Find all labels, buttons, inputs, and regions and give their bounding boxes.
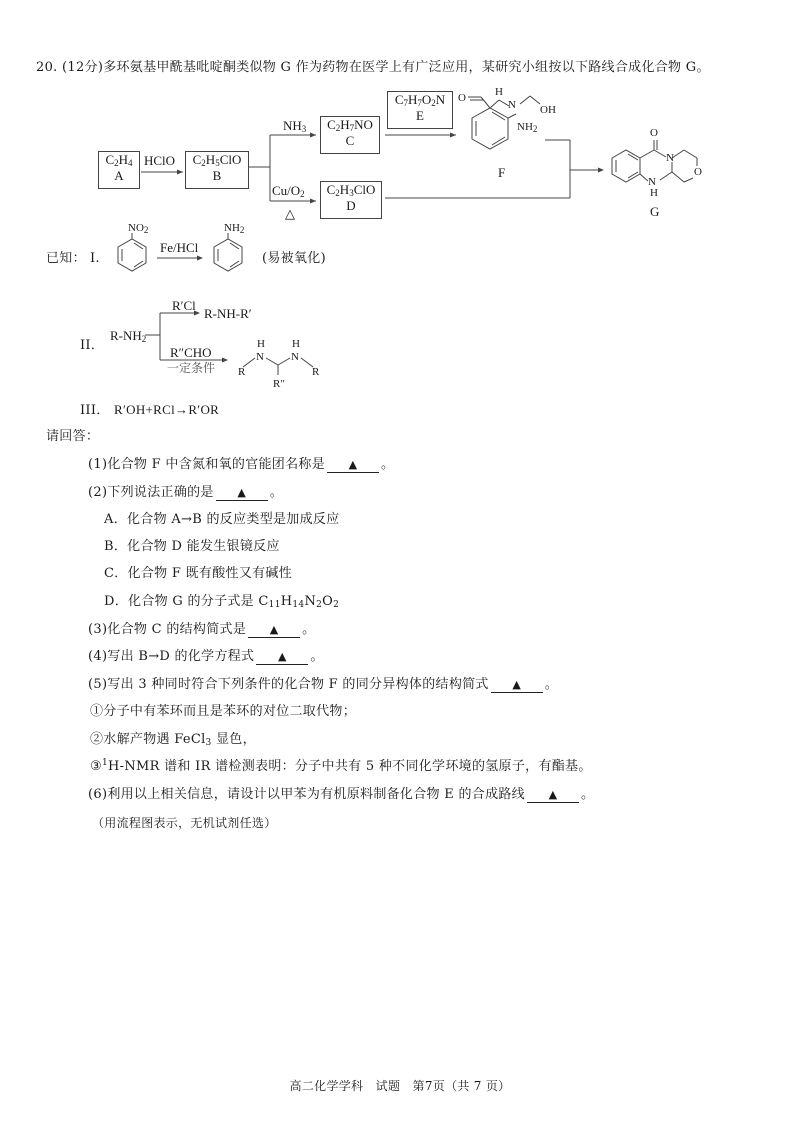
known-reaction-i bbox=[0, 222, 800, 295]
synthesis-scheme bbox=[0, 0, 800, 230]
known-reaction-ii bbox=[0, 295, 800, 405]
known-ii-numeral: II． bbox=[80, 338, 105, 353]
compound-c-label: C bbox=[345, 133, 355, 148]
compound-f-label: F bbox=[498, 165, 506, 180]
option-d: D．化合物 G 的分子式是 $C_{11}H_{14}N_2O_2$ bbox=[104, 594, 340, 610]
reagent-fe-hcl: Fe/HCl bbox=[160, 240, 199, 255]
g-ring-n: N bbox=[666, 152, 674, 164]
f-hydroxyl: OH bbox=[540, 104, 556, 116]
known-heading: 已知： bbox=[46, 251, 86, 266]
reagent-r-cho: R″CHO bbox=[170, 345, 212, 360]
oxidation-note: (易被氧化) bbox=[262, 251, 326, 266]
answer-blank-2[interactable]: ▲ bbox=[216, 486, 268, 501]
compound-e-formula: $C_7H_7O_2N$ bbox=[394, 92, 446, 108]
compound-d-box bbox=[320, 181, 382, 219]
question-number: 20. bbox=[36, 60, 58, 75]
compound-c-formula: $C_2H_7NO$ bbox=[327, 117, 373, 133]
option-c: C．化合物 F 既有酸性又有碱性 bbox=[104, 566, 293, 581]
question-4: (4)写出 B→D 的化学方程式 ▲ 。 bbox=[88, 649, 324, 664]
q6-note: （用流程图表示，无机试剂任选） bbox=[92, 816, 277, 830]
g-nh-h: H bbox=[650, 187, 658, 199]
compound-e-label: E bbox=[416, 108, 424, 123]
compound-a-label: A bbox=[114, 168, 124, 183]
question-points: (12分) bbox=[62, 60, 104, 75]
compound-e-box bbox=[387, 91, 453, 129]
known-ii-lines bbox=[0, 295, 800, 405]
aminal-h1: H bbox=[257, 338, 265, 350]
f-amide-h: H bbox=[495, 86, 503, 98]
g-carbonyl-o: O bbox=[650, 127, 658, 139]
f-amine: $NH_2$ bbox=[517, 121, 538, 134]
known-iii-equation: R′OH+RCl→R′OR bbox=[114, 402, 220, 417]
question-3: (3)化合物 C 的结构简式是 ▲ 。 bbox=[88, 622, 316, 637]
answer-blank-3[interactable]: ▲ bbox=[248, 623, 300, 638]
aminal-n2: N bbox=[291, 351, 299, 363]
answer-blank-1[interactable]: ▲ bbox=[327, 458, 379, 473]
amine-reactant: $R-NH_2$ bbox=[110, 328, 147, 344]
g-nh-n: N bbox=[648, 176, 656, 188]
compound-g-label: G bbox=[650, 204, 660, 219]
reagent-r-cl: R′Cl bbox=[172, 298, 196, 313]
answer-prompt: 请回答： bbox=[46, 429, 100, 444]
compound-c-box bbox=[320, 116, 380, 154]
heat-condition: △ bbox=[285, 206, 295, 221]
known-iii-numeral: III． bbox=[80, 403, 110, 418]
question-6: (6)利用以上相关信息，请设计以甲苯为有机原料制备化合物 E 的合成路线 ▲ 。 bbox=[88, 787, 595, 802]
compound-d-formula: $C_2H_3ClO$ bbox=[326, 182, 376, 198]
aminal-h2: H bbox=[292, 338, 300, 350]
aminal-n1: N bbox=[256, 351, 264, 363]
question-2: (2)下列说法正确的是 ▲ 。 bbox=[88, 485, 284, 500]
q5-condition-2: ②水解产物遇 FeCl$_3$ 显色， bbox=[90, 732, 256, 748]
f-carbonyl-o: O bbox=[458, 92, 466, 104]
known-i-structures bbox=[0, 225, 800, 295]
compound-b-formula: $C_2H_5ClO$ bbox=[192, 152, 242, 168]
condition-text: 一定条件 bbox=[167, 361, 216, 375]
answer-blank-5[interactable]: ▲ bbox=[491, 678, 543, 693]
page-footer: 高二化学学科 试题 第7页（共 7 页） bbox=[289, 1079, 511, 1093]
amino-group: $NH_2$ bbox=[224, 222, 245, 235]
compound-b-box bbox=[185, 151, 249, 189]
nitro-group: $NO_2$ bbox=[128, 222, 149, 235]
compound-a-formula: $C_2H_4$ bbox=[105, 152, 133, 168]
question-5: (5)写出 3 种同时符合下列条件的化合物 F 的同分异构体的结构简式 ▲ 。 bbox=[88, 677, 559, 692]
known-reaction-iii bbox=[80, 401, 219, 420]
reagent-nh3: $NH_3$ bbox=[283, 118, 307, 134]
q5-condition-1: ①分子中有苯环而且是苯环的对位二取代物； bbox=[90, 704, 357, 719]
compound-b-label: B bbox=[212, 168, 222, 183]
answer-blank-4[interactable]: ▲ bbox=[256, 650, 308, 665]
aminal-r-left: R bbox=[238, 366, 246, 378]
product-secondary-amine: R-NH-R′ bbox=[204, 306, 252, 321]
aminal-r-right: R bbox=[312, 366, 320, 378]
g-ring-o: O bbox=[694, 166, 702, 178]
f-amide-n: N bbox=[508, 99, 516, 111]
option-b: B．化合物 D 能发生银镜反应 bbox=[104, 539, 280, 554]
reagent-hclo: HClO bbox=[144, 153, 176, 168]
compound-a-box bbox=[98, 151, 140, 189]
compound-d-label: D bbox=[346, 198, 356, 213]
known-i-numeral: I. bbox=[90, 251, 100, 266]
aminal-r-mid: R″ bbox=[273, 378, 285, 390]
option-a: A．化合物 A→B 的反应类型是加成反应 bbox=[104, 512, 340, 527]
question-intro: 多环氨基甲酰基吡啶酮类似物 G 作为药物在医学上有广泛应用，某研究小组按以下路线合成化合物 G。 bbox=[103, 60, 710, 75]
q5-condition-3: ③$^1$H-NMR 谱和 IR 谱检测表明：分子中共有 5 种不同化学环境的氢原子，有酯基。 bbox=[90, 758, 592, 774]
question-1: (1)化合物 F 中含氮和氧的官能团名称是 ▲ 。 bbox=[88, 457, 395, 472]
answer-blank-6[interactable]: ▲ bbox=[527, 788, 579, 803]
reagent-cu-o2: $Cu/O_2$ bbox=[272, 183, 305, 199]
